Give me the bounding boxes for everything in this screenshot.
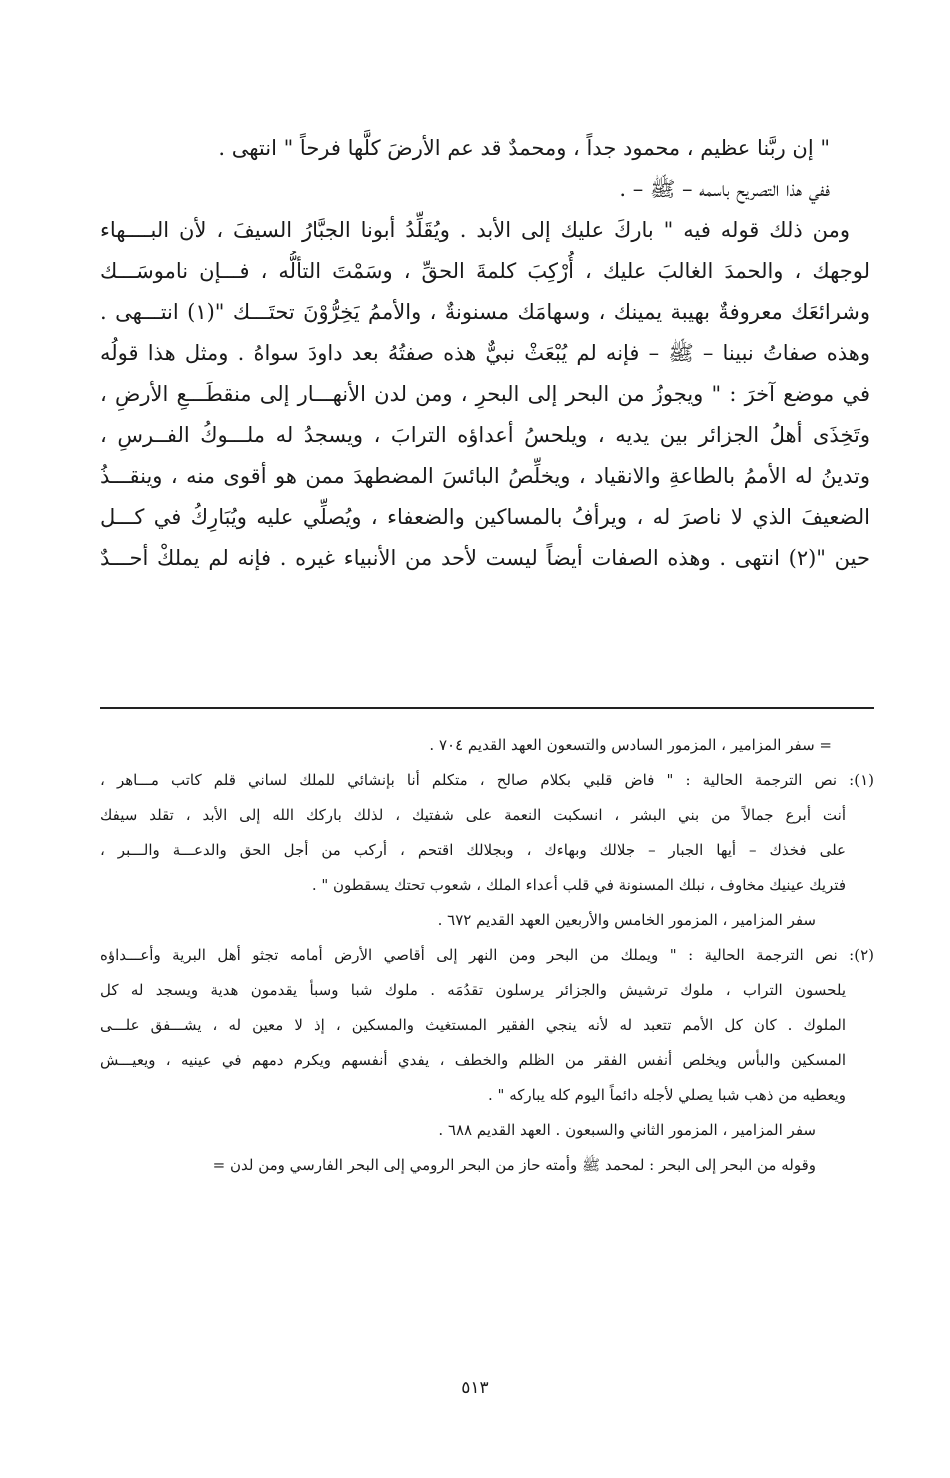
page-number: ٥١٣: [461, 1378, 489, 1398]
main-text-line: حين "(٢) انتهى . وهذه الصفات أيضاً ليست لأحد من الأنبياء غيره . فإنه لم يملكْ أحـــدٌ: [100, 546, 870, 570]
main-body-text: [100, 128, 870, 579]
main-text-line: وتَخِذَى أهلُ الجزائر بين يديه ، ويلحسُ أعداؤه الترابَ ، ويسجدُ له ملـــوكُ الفــرسِ ،: [100, 423, 870, 447]
footnote-line: المسكين والبأس ويخلص أنفس الفقر من الظلم والخطف ، يفدي أنفسهم ويكرم دمهم في عينيه ، ويعيـــش: [100, 1051, 846, 1069]
footnote-line: سفر المزامير ، المزمور الخامس والأربعين العهد القديم ٦٧٢ .: [437, 911, 816, 929]
footnote-line: على فخذك – أيها الجبار – جلالك وبهاءك ، وبجلالك اقتحم ، أركب من أجل الحق والدعـــة والـــبر ،: [100, 841, 846, 859]
footnote-line: (١): نص الترجمة الحالية : " فاض قلبي بكلام صالح ، متكلم أنا بإنشائي للملك لساني قلم كاتب مـــاهر ،: [100, 771, 874, 789]
footnote-line: ويعطيه من ذهب شبا يصلي لأجله دائماً اليوم كله يباركه " .: [488, 1086, 846, 1104]
main-text-line: وتدينُ له الأممُ بالطاعةِ والانقياد ، ويخلِّصُ البائسَ المضطهدَ ممن هو أقوى منه ، وينقـــذُ: [100, 464, 870, 488]
footnote-separator: [100, 707, 874, 709]
footnote-line: أنت أبرع جمالاً من بني البشر ، انسكبت النعمة على شفتيك ، لذلك باركك الله إلى الأبد ، تقلد سيفك: [100, 806, 846, 824]
footnote-line: وقوله من البحر إلى البحر : لمحمد ﷺ وأمته حاز من البحر الرومي إلى البحر الفارسي ومن لدن =: [212, 1156, 816, 1174]
main-text-line: لوجهك ، والحمدَ الغالبَ عليك ، أُرْكِبَ كلمةَ الحقِّ ، وسَمْتَ التألُّه ، فـــإن ناموسَـــك: [100, 259, 870, 283]
footnote-line: سفر المزامير ، المزمور الثاني والسبعون . العهد القديم ٦٨٨ .: [438, 1121, 816, 1139]
main-text-line: في موضع آخرَ : " ويجوزُ من البحر إلى البحرِ ، ومن لدن الأنهـــار إلى منقطَـــعِ الأرضِ ،: [100, 382, 870, 406]
main-text-line: ومن ذلك قوله فيه " باركَ عليك إلى الأبد . ويُقَلِّدُ أبونا الجبَّارُ السيفَ ، لأن البــــهاء: [100, 218, 850, 242]
main-text-line: وهذه صفاتُ نبينا – ﷺ – فإنه لم يُبْعَثْ نبيٌّ هذه صفتُهُ بعد داودَ سواهُ . ومثل هذا قولُه: [100, 341, 870, 365]
footnote-line: يلحسون التراب ، ملوك ترشيش والجزائر يرسلون تقدُمَه . ملوك شبا وسبأ يقدمون هدية ويسجد له كل: [100, 981, 846, 999]
main-text-line: ففي هذا التصريح باسمه – ﷺ – .: [619, 177, 830, 201]
footnote-line: (٢): نص الترجمة الحالية : " ويملك من البحر ومن النهر إلى أقاصي الأرض أمامه تجثو أهل البرية وأعـــداؤه: [100, 946, 874, 964]
footnote-line: الملوك . كان كل الأمم تتعبد له لأنه ينجي الفقير المستغيث والمسكين ، إذ لا معين له ، يشـــفق علـــى: [100, 1016, 846, 1034]
footnote-line: = سفر المزامير ، المزمور السادس والتسعون العهد القديم ٧٠٤ .: [429, 736, 832, 754]
main-text-line: الضعيفَ الذي لا ناصرَ له ، ويرأفُ بالمساكين والضعفاء ، ويُصلِّي عليه ويُبَارِكُ في كـــل: [100, 505, 870, 529]
footnote-line: فتريك عينيك مخاوف ، نبلك المسنونة في قلب أعداء الملك ، شعوب تحتك يسقطون " .: [311, 876, 846, 894]
main-text-line: وشرائعَك معروفةٌ بهيبة يمينك ، وسهامَك مسنونةٌ ، والأممُ يَخِرُّوْنَ تحتَـــك "(١) انتـــهى .: [100, 300, 870, 324]
main-text-line: " إن ربَّنا عظيم ، محمود جداً ، ومحمدٌ قد عم الأرضَ كلَّها فرحاً " انتهى .: [218, 136, 830, 160]
footnotes-section: [100, 728, 874, 1183]
